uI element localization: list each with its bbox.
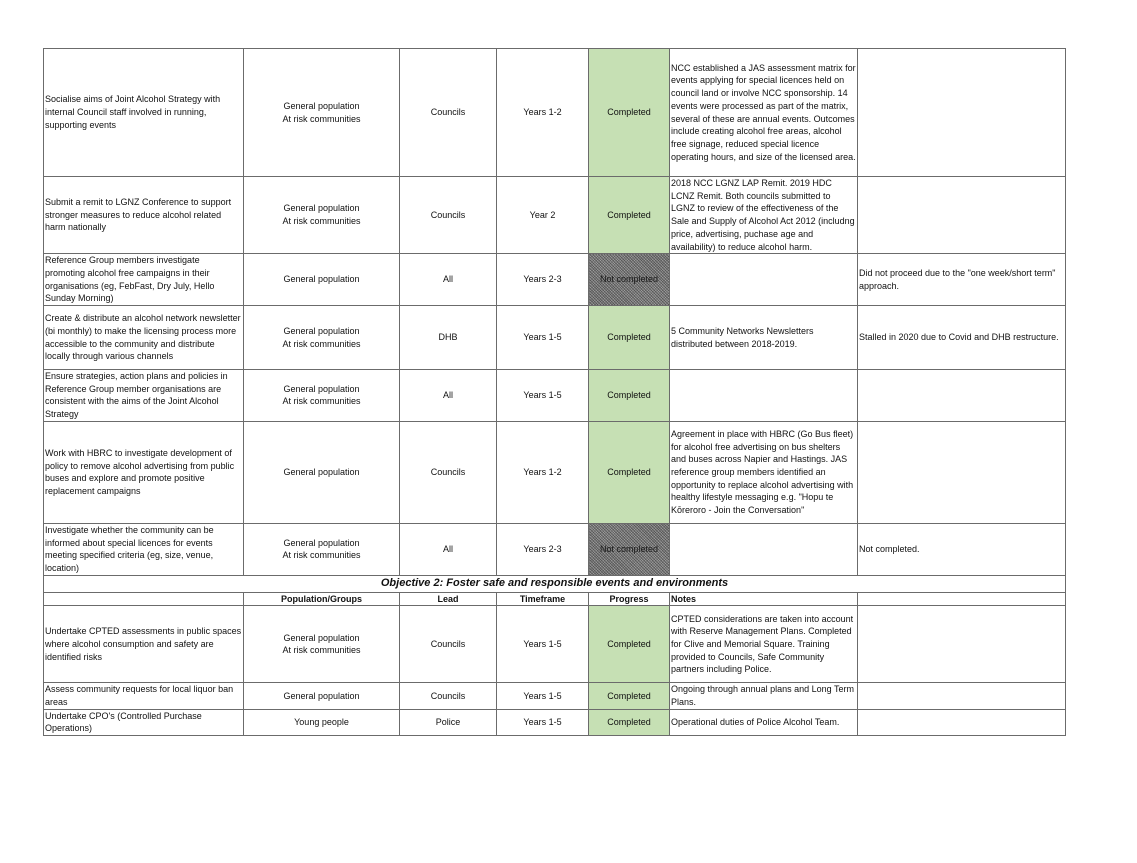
timeframe-cell: Year 2 <box>497 177 589 254</box>
population-line: At risk communities <box>282 338 361 349</box>
timeframe-cell: Years 1-2 <box>497 421 589 523</box>
lead-cell: All <box>400 523 497 575</box>
notes-cell: Operational duties of Police Alcohol Team. <box>670 709 858 735</box>
action-cell: Reference Group members investigate promoting alcohol free campaigns in their organisations (eg, FebFast, Dry July, Hello Sunday Morning) <box>44 254 244 306</box>
objective-2-title: Objective 2: Foster safe and responsible events and environments <box>44 575 1066 592</box>
action-cell: Work with HBRC to investigate development of policy to remove alcohol advertising from public buses and explore and promote positive replacement campaigns <box>44 421 244 523</box>
comment-cell <box>858 370 1066 422</box>
comment-cell <box>858 683 1066 709</box>
population-line: General population <box>283 690 360 701</box>
population-cell <box>244 306 400 370</box>
table-row <box>44 370 1066 422</box>
progress-status: Completed <box>589 709 670 735</box>
header-progress: Progress <box>589 592 670 606</box>
table-row <box>44 177 1066 254</box>
population-line: General population <box>283 632 360 643</box>
population-cell <box>244 523 400 575</box>
header-population: Population/Groups <box>244 592 400 606</box>
population-line: General population <box>283 466 360 477</box>
population-cell <box>244 709 400 735</box>
population-line: At risk communities <box>282 113 361 124</box>
header-notes: Notes <box>670 592 858 606</box>
objective-heading-row <box>44 575 1066 592</box>
comment-cell <box>858 709 1066 735</box>
population-cell <box>244 606 400 683</box>
progress-status: Completed <box>589 606 670 683</box>
notes-cell <box>670 254 858 306</box>
objective-2-rows <box>44 606 1066 736</box>
lead-cell: All <box>400 370 497 422</box>
population-line: At risk communities <box>282 216 361 227</box>
table-row <box>44 306 1066 370</box>
population-cell <box>244 421 400 523</box>
notes-cell <box>670 370 858 422</box>
header-timeframe: Timeframe <box>497 592 589 606</box>
population-line: At risk communities <box>282 396 361 407</box>
progress-status: Completed <box>589 177 670 254</box>
population-line: At risk communities <box>282 550 361 561</box>
population-line: Young people <box>294 717 349 728</box>
progress-status: Completed <box>589 306 670 370</box>
comment-cell: Stalled in 2020 due to Covid and DHB restructure. <box>858 306 1066 370</box>
progress-status: Not completed <box>589 254 670 306</box>
population-line: At risk communities <box>282 645 361 656</box>
population-line: General population <box>283 100 360 111</box>
progress-status: Completed <box>589 49 670 177</box>
lead-cell: Police <box>400 709 497 735</box>
lead-cell: Councils <box>400 606 497 683</box>
progress-status: Completed <box>589 421 670 523</box>
notes-cell: CPTED considerations are taken into account with Reserve Management Plans. Completed for Clive and Memorial Square. Training provided to Councils, Safe Community partners including Police. <box>670 606 858 683</box>
population-line: General population <box>283 537 360 548</box>
progress-status: Completed <box>589 370 670 422</box>
lead-cell: Councils <box>400 49 497 177</box>
population-cell <box>244 49 400 177</box>
notes-cell <box>670 523 858 575</box>
lead-cell: Councils <box>400 177 497 254</box>
notes-cell: Agreement in place with HBRC (Go Bus fleet) for alcohol free advertising on bus shelters and buses across Napier and Hastings. JAS reference group members identified an opportunity to replace alcohol advertising with healthy lifestyle messaging e.g. "Hopu te Kōreroro - Join the Conversation" <box>670 421 858 523</box>
population-cell <box>244 370 400 422</box>
lead-cell: Councils <box>400 421 497 523</box>
table-row <box>44 421 1066 523</box>
timeframe-cell: Years 1-5 <box>497 683 589 709</box>
notes-cell: 5 Community Networks Newsletters distributed between 2018-2019. <box>670 306 858 370</box>
header-lead: Lead <box>400 592 497 606</box>
table-row <box>44 606 1066 683</box>
action-cell: Socialise aims of Joint Alcohol Strategy with internal Council staff involved in running, supporting events <box>44 49 244 177</box>
action-cell: Investigate whether the community can be informed about special licences for events meeting specified criteria (eg, size, venue, location) <box>44 523 244 575</box>
joint-alcohol-strategy-table <box>43 48 1066 736</box>
progress-status: Not completed <box>589 523 670 575</box>
action-cell: Undertake CPO's (Controlled Purchase Operations) <box>44 709 244 735</box>
timeframe-cell: Years 1-5 <box>497 306 589 370</box>
comment-cell: Did not proceed due to the "one week/short term" approach. <box>858 254 1066 306</box>
action-cell: Undertake CPTED assessments in public spaces where alcohol consumption and safety are identified risks <box>44 606 244 683</box>
lead-cell: DHB <box>400 306 497 370</box>
action-cell: Assess community requests for local liquor ban areas <box>44 683 244 709</box>
timeframe-cell: Years 2-3 <box>497 254 589 306</box>
population-line: General population <box>283 325 360 336</box>
comment-cell <box>858 606 1066 683</box>
population-line: General population <box>283 203 360 214</box>
population-line: General population <box>283 274 360 285</box>
timeframe-cell: Years 1-5 <box>497 606 589 683</box>
population-cell <box>244 254 400 306</box>
table-row <box>44 709 1066 735</box>
column-header-row <box>44 592 1066 606</box>
comment-cell <box>858 49 1066 177</box>
header-comment <box>858 592 1066 606</box>
action-cell: Ensure strategies, action plans and policies in Reference Group member organisations are consistent with the aims of the Joint Alcohol Strategy <box>44 370 244 422</box>
action-cell: Submit a remit to LGNZ Conference to support stronger measures to reduce alcohol related harm nationally <box>44 177 244 254</box>
timeframe-cell: Years 1-2 <box>497 49 589 177</box>
lead-cell: All <box>400 254 497 306</box>
progress-status: Completed <box>589 683 670 709</box>
objective-1-rows <box>44 49 1066 576</box>
timeframe-cell: Years 1-5 <box>497 709 589 735</box>
lead-cell: Councils <box>400 683 497 709</box>
table-row <box>44 254 1066 306</box>
notes-cell: Ongoing through annual plans and Long Term Plans. <box>670 683 858 709</box>
table-row <box>44 49 1066 177</box>
timeframe-cell: Years 1-5 <box>497 370 589 422</box>
notes-cell: NCC established a JAS assessment matrix for events applying for special licences held on council land or involve NCC sponsorship. 14 events were processed as part of the matrix, several of these are annual events. Outcomes include creating alcohol free areas, alcohol free signage, reduced special licence operating hours, and size of the licensed area. <box>670 49 858 177</box>
header-action <box>44 592 244 606</box>
table-row <box>44 683 1066 709</box>
comment-cell <box>858 421 1066 523</box>
objective-2-section <box>44 575 1066 606</box>
action-cell: Create & distribute an alcohol network newsletter (bi monthly) to make the licensing process more accessible to the community and distribute locally through various channels <box>44 306 244 370</box>
population-line: General population <box>283 383 360 394</box>
notes-cell: 2018 NCC LGNZ LAP Remit. 2019 HDC LCNZ Remit. Both councils submitted to LGNZ to review of the effectiveness of the Sale and Supply of Alcohol Act 2012 (includng price, advertising, puchase age and availability) to reduce alcohol harm. <box>670 177 858 254</box>
population-cell <box>244 177 400 254</box>
comment-cell: Not completed. <box>858 523 1066 575</box>
population-cell <box>244 683 400 709</box>
timeframe-cell: Years 2-3 <box>497 523 589 575</box>
comment-cell <box>858 177 1066 254</box>
table-row <box>44 523 1066 575</box>
